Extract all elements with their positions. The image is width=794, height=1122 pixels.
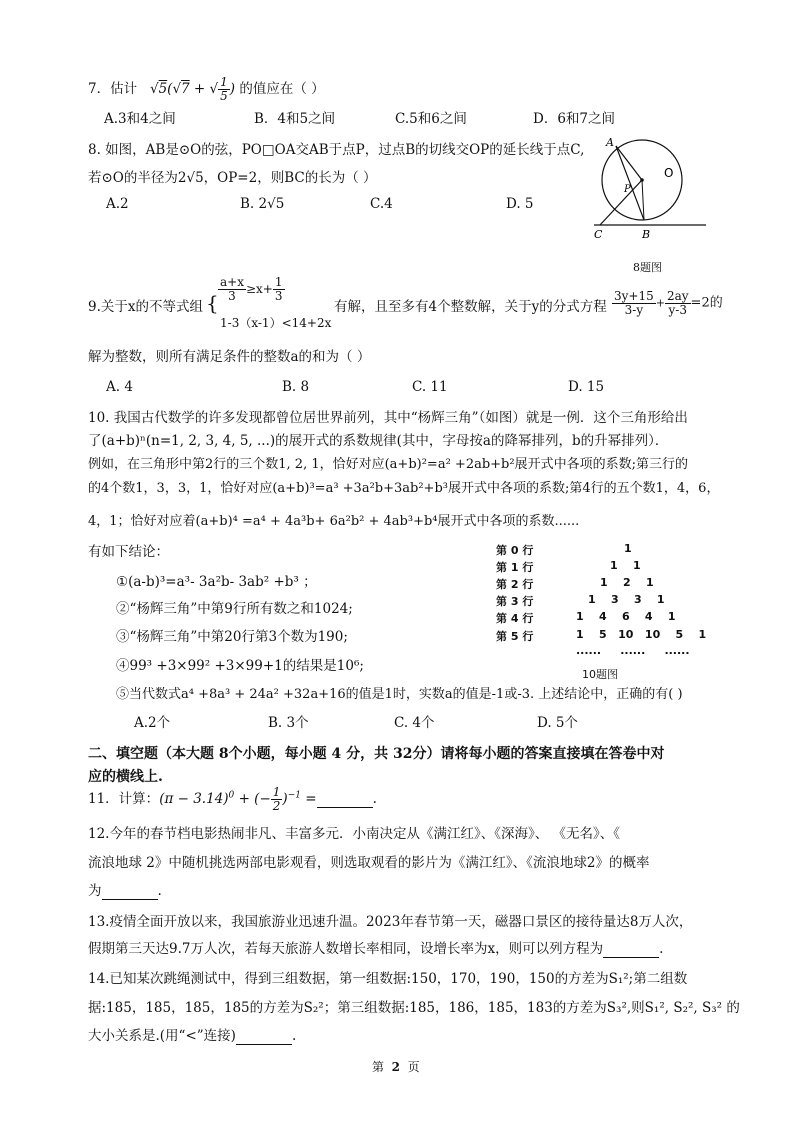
section2-heading-line1: 二、填空题（本大题 8个小题，每小题 4 分，共 32分）请将每小题的答案直接填在答卷中对 xyxy=(88,746,665,762)
q12-answer-blank[interactable] xyxy=(102,883,158,900)
q9-ineq1-fd: 3 xyxy=(274,289,283,303)
triangle-dots: ...... ...... ...... xyxy=(576,644,690,657)
triangle-row-values: 1 1 xyxy=(610,559,641,572)
q7-expression: √5(√7 + √ $\frac{1}{5}$ ) xyxy=(141,75,240,103)
q9-line2: 解为整数，则所有满足条件的整数a的和为（ ） xyxy=(88,349,371,365)
q7-option-b: B．4和5之间 xyxy=(254,111,336,127)
q8-line-oc xyxy=(600,180,642,225)
q9-ineq1 xyxy=(218,276,285,303)
q9-ineq1-mid: ≥x+ xyxy=(245,282,273,296)
footer-page-number: 2 xyxy=(391,1060,401,1074)
q10-line4: 的4个数1，3，3，1，恰好对应(a+b)³=a³ +3a²b+3ab²+b³展开式中各项的系数;第4行的五个数1，4，6， xyxy=(88,481,720,496)
q13-answer-blank[interactable] xyxy=(603,941,659,958)
q10-conclusion-1: ①(a-b)³=a³- 3a²b- 3ab² +b³ ； xyxy=(116,574,317,590)
q11-end: . xyxy=(372,791,377,807)
q7-option-c: C.5和6之间 xyxy=(395,111,467,127)
q10-option-a: A.2个 xyxy=(134,715,171,731)
triangle-caption: 10题图 xyxy=(582,668,618,681)
q10-line3: 例如，在三角形中第2行的三个数1, 2, 1，恰好对应(a+b)²=a² +2ab+b²展开式中各项的系数;第三行的 xyxy=(88,457,688,472)
q8-label-b: B xyxy=(642,228,651,241)
triangle-row-values: 1 xyxy=(624,542,632,555)
q9-option-c: C. 11 xyxy=(412,379,448,395)
q10-conclusion-4: ④99³ +3×99² +3×99+1的结果是10⁶; xyxy=(116,658,364,674)
footer-right: 页 xyxy=(407,1060,420,1074)
q8-line2: 若⊙O的半径为2√5，OP=2，则BC的长为（ ） xyxy=(88,170,377,186)
q8-label-o: O xyxy=(664,166,674,180)
q8-label-a: A xyxy=(606,136,614,149)
q7-tail: 的值应在（ ） xyxy=(239,81,325,97)
triangle-row-values: 1 2 1 xyxy=(600,576,654,589)
page-footer xyxy=(372,1058,420,1075)
triangle-row-values: 1 5 10 10 5 1 xyxy=(576,628,707,641)
q9-fraction-eq xyxy=(612,290,723,317)
q8-option-c: C.4 xyxy=(370,196,393,212)
q10-option-c: C. 4个 xyxy=(394,715,435,731)
q14-line3-end: . xyxy=(291,1028,297,1044)
q13-line2 xyxy=(88,937,663,958)
q8-center-dot xyxy=(640,178,644,182)
triangle-row-label: 第 3 行 xyxy=(496,595,534,608)
q9-middle: 有解，且至多有4个整数解，关于y的分式方程 xyxy=(334,299,607,315)
q10-option-b: B. 3个 xyxy=(268,715,309,731)
q9-ineq1-fn: 1 xyxy=(274,275,283,289)
q14-line3 xyxy=(88,1024,296,1045)
q8-option-b: B. 2√5 xyxy=(240,196,285,212)
q8-figure-caption: 8题图 xyxy=(633,261,662,274)
q12-line3-prefix: 为 xyxy=(88,883,102,899)
q13-line1: 13.疫情全面开放以来，我国旅游业迅速升温。2023年春节第一天，磁器口景区的接待量达8万人次， xyxy=(88,914,693,930)
q7-option-a: A.3和4之间 xyxy=(104,111,176,127)
q11-answer-blank[interactable] xyxy=(317,791,373,808)
q9-f2-den: y-3 xyxy=(668,303,687,317)
q10-conclusions-head: 有如下结论： xyxy=(88,544,169,560)
triangle-row-values: 1 4 6 4 1 xyxy=(576,610,676,623)
q12-line3 xyxy=(88,879,162,900)
q7-number: 7．估计 xyxy=(88,81,138,97)
triangle-row-label: 第 2 行 xyxy=(496,578,534,591)
q9-ineq2: 1-3（x-1）<14+2x xyxy=(220,316,332,330)
q9-brace: { xyxy=(206,291,219,315)
triangle-row-label: 第 4 行 xyxy=(496,612,534,625)
q8-option-a: A.2 xyxy=(106,196,129,212)
q9-ineq1-den: 3 xyxy=(228,289,236,303)
q9-plus: + xyxy=(655,296,665,310)
section2-heading-line2: 应的横线上. xyxy=(88,769,163,785)
q7-stem xyxy=(88,76,325,103)
q14-line1: 14.已知某次跳绳测试中，得到三组数据，第一组数据:150，170，190，150的方差为S₁²;第二组数 xyxy=(88,971,688,987)
q9-prefix: 9.关于x的不等式组 xyxy=(88,299,203,315)
q8-figure xyxy=(588,134,712,246)
q10-conclusion-5: ⑤当代数式a⁴ +8a³ + 24a² +32a+16的值是1时，实数a的值是-1或-3. 上述结论中，正确的有( ) xyxy=(116,687,683,702)
q11-expr: $(\pi - 3.14)^0$ + (− $\frac{1}{2}$ )$^{-1}$ = xyxy=(159,785,317,813)
q9-option-b: B. 8 xyxy=(282,379,310,395)
q14-line3-prefix: 大小关系是.(用“<”连接) xyxy=(88,1028,236,1044)
triangle-row-label: 第 1 行 xyxy=(496,561,534,574)
q11-prefix: 11．计算： xyxy=(88,791,160,807)
q13-line2-prefix: 假期第三天达9.7万人次，若每天旅游人数增长率相同，设增长率为x，则可以列方程为 xyxy=(88,941,604,957)
q8-label-c: C xyxy=(594,228,603,241)
q10-triangle-figure xyxy=(496,542,707,682)
q13-line2-end: . xyxy=(659,941,664,957)
q10-line5: 4，1；恰好对应着(a+b)⁴ =a⁴ + 4a³b+ 6a²b² + 4ab³+b⁴展开式中各项的系数...... xyxy=(88,514,580,529)
footer-left: 第 xyxy=(372,1060,385,1074)
q9-option-d: D. 15 xyxy=(568,379,605,395)
triangle-row-label: 第 0 行 xyxy=(496,544,534,557)
q10-line1: 10. 我国古代数学的许多发现都曾位居世界前列，其中“杨辉三角”（如图）就是一例．这个三角形给出 xyxy=(88,410,688,426)
q7-option-d: D．6和7之间 xyxy=(533,111,616,127)
q10-conclusion-3: ③“杨辉三角”中第20行第3个数为190; xyxy=(116,629,348,645)
q14-answer-blank[interactable] xyxy=(236,1028,292,1045)
triangle-row-values: 1 3 3 1 xyxy=(588,593,665,606)
q12-line2: 流浪地球 2》中随机挑选两部电影观看，则选取观看的影片为《满江红》、《流浪地球2》的概率 xyxy=(88,855,650,871)
q9-option-a: A. 4 xyxy=(106,379,133,395)
q9-ineq1-num: a+x xyxy=(220,275,244,289)
q9-f1-num: 3y+15 xyxy=(614,289,654,303)
q8-label-p: P xyxy=(624,184,631,195)
q10-line2: 了(a+b)ⁿ(n=1, 2, 3, 4, 5, ...)的展开式的系数规律(其中，字母按a的降幂排列，b的升幂排列）． xyxy=(88,433,669,449)
q12-line3-end: . xyxy=(157,883,162,899)
q9-f2-num: 2ay xyxy=(666,289,689,303)
q8-radius-oa xyxy=(616,146,642,180)
q9-f1-den: 3-y xyxy=(624,303,644,317)
q10-conclusion-2: ②“杨辉三角”中第9行所有数之和1024; xyxy=(116,601,353,617)
q12-line1: 12.今年的春节档电影热闹非凡、丰富多元．小南决定从《满江红》、《深海》、 《无名》、《 xyxy=(88,826,621,842)
q8-line1: 8. 如图，AB是⊙O的弦，PO□OA交AB于点P，过点B的切线交OP的延长线于点C, xyxy=(88,142,585,158)
q8-option-d: D. 5 xyxy=(506,196,534,212)
triangle-row-label: 第 5 行 xyxy=(496,630,534,643)
q11-line xyxy=(88,786,377,813)
q9-eq: =2的 xyxy=(690,295,723,311)
q10-option-d: D. 5个 xyxy=(537,715,579,731)
q14-line2: 据:185，185，185，185的方差为S₂²；第三组数据:185，186，185，183的方差为S₃²,则S₁², S₂², S₃² 的 xyxy=(88,1000,740,1016)
